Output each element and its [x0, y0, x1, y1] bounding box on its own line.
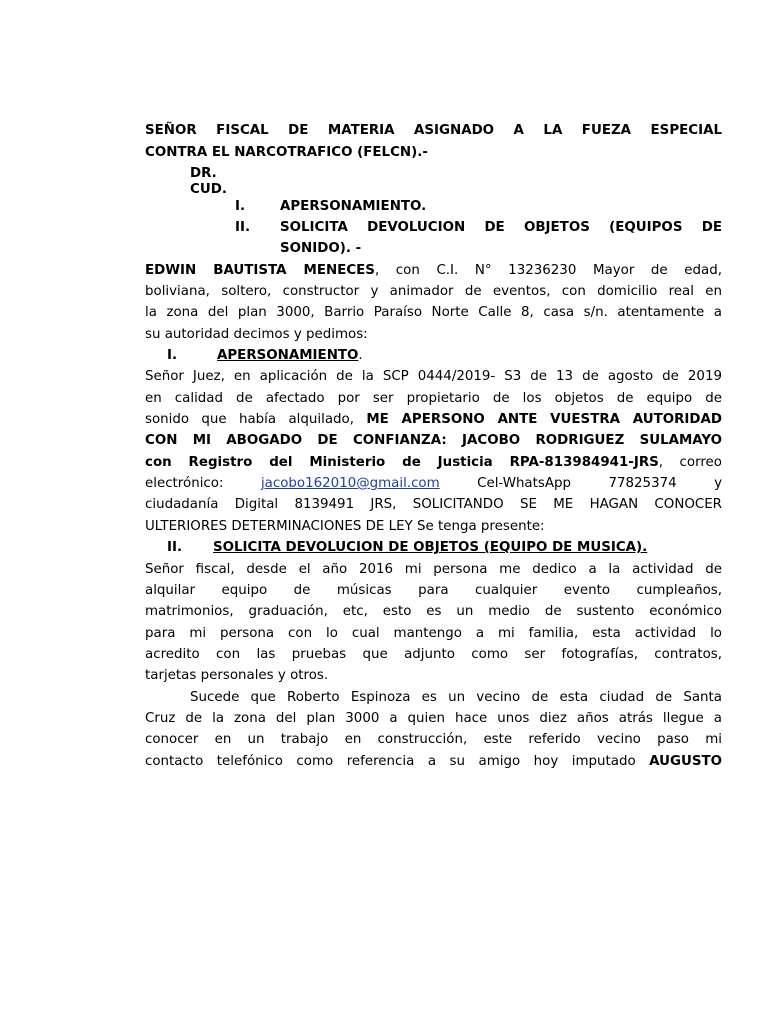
s2-p2-line-4: contacto telefónico como referencia a su amigo hoy imputado AUGUSTO: [145, 754, 722, 769]
s2-p1-line-1: Señor fiscal, desde el año 2016 mi persona me dedico a la actividad de: [145, 562, 722, 577]
addressee-line-1: SEÑOR FISCAL DE MATERIA ASIGNADO A LA FUEZA ESPECIAL: [145, 123, 722, 138]
suma-1-text: APERSONAMIENTO.: [280, 199, 427, 214]
email-link[interactable]: jacobo162010@gmail.com: [260, 476, 440, 491]
s2-p1-line-5: acredito con las pruebas que adjunto como ser fotografías, contratos,: [145, 647, 722, 662]
intro-line-4: su autoridad decimos y pedimos:: [145, 327, 368, 342]
cud-label: CUD.: [190, 182, 227, 197]
intro-line-2: boliviana, soltero, constructor y animador de eventos, con domicilio real en: [145, 284, 722, 299]
s2-p1-line-3: matrimonios, graduación, etc, esto es un medio de sustento económico: [145, 604, 722, 619]
s2-p2-line-1: Sucede que Roberto Espinoza es un vecino de esta ciudad de Santa: [190, 690, 722, 705]
addressee-line-2: CONTRA EL NARCOTRAFICO (FELCN).-: [145, 145, 428, 160]
s1-line-7: ciudadanía Digital 8139491 JRS, SOLICITANDO SE ME HAGAN CONOCER: [145, 497, 722, 512]
intro-line-1: EDWIN BAUTISTA MENECES, con C.I. N° 13236230 Mayor de edad,: [145, 263, 722, 278]
intro-line-3: la zona del plan 3000, Barrio Paraíso Norte Calle 8, casa s/n. atentamente a: [145, 305, 722, 320]
dr-label: DR.: [190, 166, 217, 181]
suma-1-number: I.: [235, 199, 246, 214]
suma-2-number: II.: [235, 220, 251, 235]
suma-2-text: SOLICITA DEVOLUCION DE OBJETOS (EQUIPOS DE: [280, 220, 722, 235]
s2-p2-line-2: Cruz de la zona del plan 3000 a quien hace unos diez años atrás llegue a: [145, 711, 722, 726]
s1-line-2: en calidad de afectado por ser propietario de los objetos de equipo de: [145, 391, 722, 406]
s1-line-5: con Registro del Ministerio de Justicia RPA-813984941-JRS, correo: [145, 455, 722, 470]
section-1-title: APERSONAMIENTO.: [217, 348, 363, 363]
s2-p1-line-2: alquilar equipo de músicas para cualquier evento cumpleaños,: [145, 583, 722, 598]
s1-line-1: Señor Juez, en aplicación de la SCP 0444/2019- S3 de 13 de agosto de 2019: [145, 369, 722, 384]
s2-p1-line-4: para mi persona con lo cual mantengo a mi familia, esta actividad lo: [145, 626, 722, 641]
section-1-number: I.: [167, 348, 178, 363]
s1-line-3: sonido que había alquilado, ME APERSONO ANTE VUESTRA AUTORIDAD: [145, 412, 722, 427]
s1-line-4: CON MI ABOGADO DE CONFIANZA: JACOBO RODRIGUEZ SULAMAYO: [145, 433, 722, 448]
s1-line-6: electrónico: jacobo162010@gmail.com Cel-WhatsApp 77825374 y: [145, 476, 722, 491]
s1-line-8: ULTERIORES DETERMINACIONES DE LEY Se tenga presente:: [145, 519, 545, 534]
section-2-title: SOLICITA DEVOLUCION DE OBJETOS (EQUIPO DE MUSICA).: [213, 540, 648, 555]
section-2-number: II.: [167, 540, 183, 555]
suma-2-text-cont: SONIDO). -: [280, 241, 362, 256]
s2-p1-line-6: tarjetas personales y otros.: [145, 668, 329, 683]
s2-p2-line-3: conocer en un trabajo en construcción, este referido vecino paso mi: [145, 732, 722, 747]
